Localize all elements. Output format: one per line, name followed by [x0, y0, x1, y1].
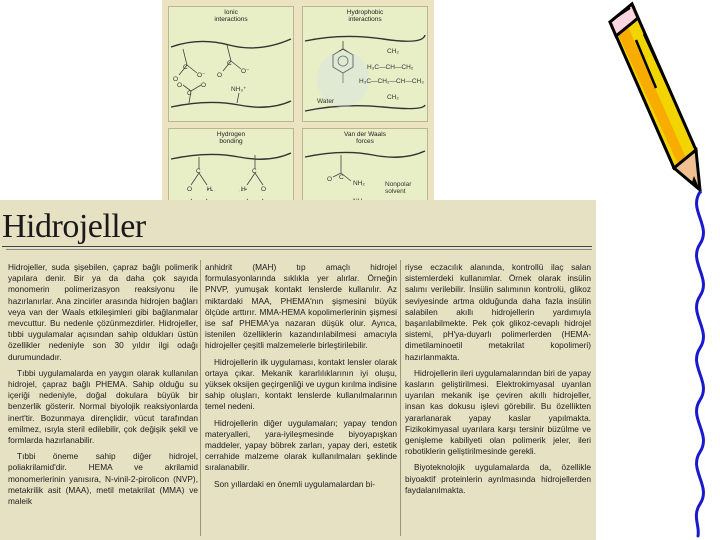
paragraph: Son yıllardaki en önemli uygulamalardan bi- [214, 478, 375, 489]
paragraph: Tıbbi uygulamalarda en yaygın olarak kullanılan hidrojel, çapraz bağlı PHEMA. Sahip olduğu su içeriği nedeniyle, doğal dokulara büyük bir benzerlik gösterir. Normal biyolojik reaksiyonlarda inert'tir. Bozunmaya dirençlidir, vücut tarafından emilmez, ısıyla steril edilebilir, çok değişik şekil ve formlarda hazırlanabilir. [8, 367, 198, 446]
panel-hydrophobic-interactions [302, 6, 428, 122]
group-label: CH₂ [387, 48, 399, 55]
panel-title: Hydrogen bonding [216, 131, 246, 145]
heading-underline [6, 249, 592, 250]
atom-label: O [327, 176, 333, 183]
atom-label: NH₂ [353, 180, 365, 187]
column-divider [400, 260, 401, 536]
atom-label: O [217, 72, 223, 79]
paragraph: Hidrojeller, suda şişebilen, çapraz bağlı polimerik yapılara denir. Bir ya da daha çok sayıda monomerin polimerizasyon reaksiyonu ile hazırlanırlar. Ana zincirler arasında hidrojen bağları veya van der Waals etkileşimleri gibi bağlanmalar mevcuttur. Bu nedenle çözünmezdirler. Hidrojeller, tıbbi uygulamalar açısından sahip oldukları üstün özellikler nedeniyle son 30 yıldır ilgi odağı durumundadır. [8, 262, 198, 362]
paragraph: anhidrit (MAH) tıp amaçlı hidrojel formulasyonlarında sıklıkla yer alırlar. Örneğin PNVP, yumuşak kontakt lenslerde kullanılır. Az miktardaki MAA, PHEMA'nın şişmesini büyük ölçüde arttırır. MMA-HEMA kopolimerlerinin şişmesi ise saf PHEMA'ya nazaran düşük olur. Ayrıca, istenilen özelliklerin kazandırılabilmesi amacıyla hidrojeller çeşitli malzemelerle birleştirilebilir. [205, 262, 397, 351]
panel-title: Ionic interactions [214, 9, 248, 23]
atom-label: H [207, 186, 212, 193]
water-label: Water [317, 98, 335, 105]
group-label: H₃C—CH₂—CH—CH₃ [359, 78, 424, 85]
atom-label: O [261, 186, 267, 193]
article-column-1 [8, 262, 198, 507]
paragraph: riyse eczacılık alanında, kontrollü ilaç salan sistemlerdeki kullanımlar. Örnek olarak insülin salımı verilebilir. İnsülin salımının kontrolü, glikoz seviyesinde artma olduğunda daha fazla insülin salabilen akıllı hidrojellerin yardımıyla başarılabilmekte. Pek çok glikoz-cevaplı hidrojel sistemi, pH'ya-duyarlı polimerlerden (HEMA-dimetilaminoetil metakrilat kopolimeri) hazırlanmakta. [405, 262, 591, 362]
paragraph: Biyoteknolojik uygulamalarda da, özellikle biyoaktif proteinlerin ayrılmasında hidrojellerden faydalanılmakta. [405, 462, 591, 495]
solvent-label: Nonpolar solvent [385, 181, 412, 195]
hydrophobic-diagram [303, 7, 427, 121]
heading-rule [2, 246, 592, 247]
article-heading: Hidrojeller [2, 208, 146, 245]
paragraph: Hidrojellerin ileri uygulamalarından biri de yapay kasların geliştirilmesi. Elektrokimyasal uyarılan uyarılan mekanik işe çeviren akıllı hidrojeller, insan kas dokusu işlevi görebilir. Bu özellikten yararlanarak yapay kaslar yapılmakta. Fizikokimyasal uyarılara karşı tersinir büzülme ve genişleme kabiliyeti olan polimerik jeler, ileri robotiklerin geliştirilmesinde gerekli. [405, 367, 591, 457]
pencil-scribble-line [696, 192, 703, 536]
atom-label: C [196, 168, 201, 175]
atom-label: C [339, 174, 344, 181]
panel-title: Hydrophobic interactions [346, 9, 384, 23]
atom-label: C [183, 64, 188, 71]
atom-label: C [227, 60, 232, 67]
group-label: H₃C—CH—CH₂ [367, 64, 414, 71]
column-divider [200, 260, 201, 536]
atom-label: C [252, 168, 257, 175]
atom-label: O [177, 82, 183, 89]
pencil-body [610, 4, 700, 190]
article-column-3 [405, 262, 591, 496]
atom-label: O [187, 186, 193, 193]
article-scan [0, 200, 596, 540]
article-column-2 [205, 262, 397, 490]
panel-ionic-interactions [168, 6, 294, 122]
atom-label: NH₃⁺ [231, 86, 247, 93]
atom-label: O⁻ [241, 68, 250, 75]
atom-label: C [187, 90, 192, 97]
panel-title: Van der Waals forces [344, 131, 386, 145]
atom-label: O [201, 82, 207, 89]
atom-label: O⁻ [197, 72, 206, 79]
paragraph: Hidrojellerin diğer uygulamaları; yapay tendon materyalleri, yara-iyileşmesinde biyoyapışkan maddeler, yapay böbrek zarları, yapay deri, estetik cerrahide malzeme olarak kullanılmaları şeklinde sıralanabilir. [205, 417, 397, 473]
paragraph: Hidrojellerin ilk uygulaması, kontakt lensler olarak ortaya çıkar. Mekanik kararlılıklarının iyi oluşu, yüksek oksijen geçirgenliği ve uygun kırılma indisine sahip oluşları, kontakt lenslerde kullanılmalarının temel nedeni. [205, 356, 397, 412]
atom-label: O [173, 76, 179, 83]
pencil-icon [596, 0, 720, 540]
ionic-diagram [169, 7, 293, 121]
paragraph: Tıbbi öneme sahip diğer hidrojel, poliakrilamid'dir. HEMA ve akrilamid monomerlerinin yanısıra, N-vinil-2-pirolicon (NVP), metakrilik asit (MAA), metil metakrilat (MMA) ve maleik [8, 451, 198, 507]
group-label: CH₂ [387, 94, 399, 101]
atom-label: H [241, 186, 246, 193]
